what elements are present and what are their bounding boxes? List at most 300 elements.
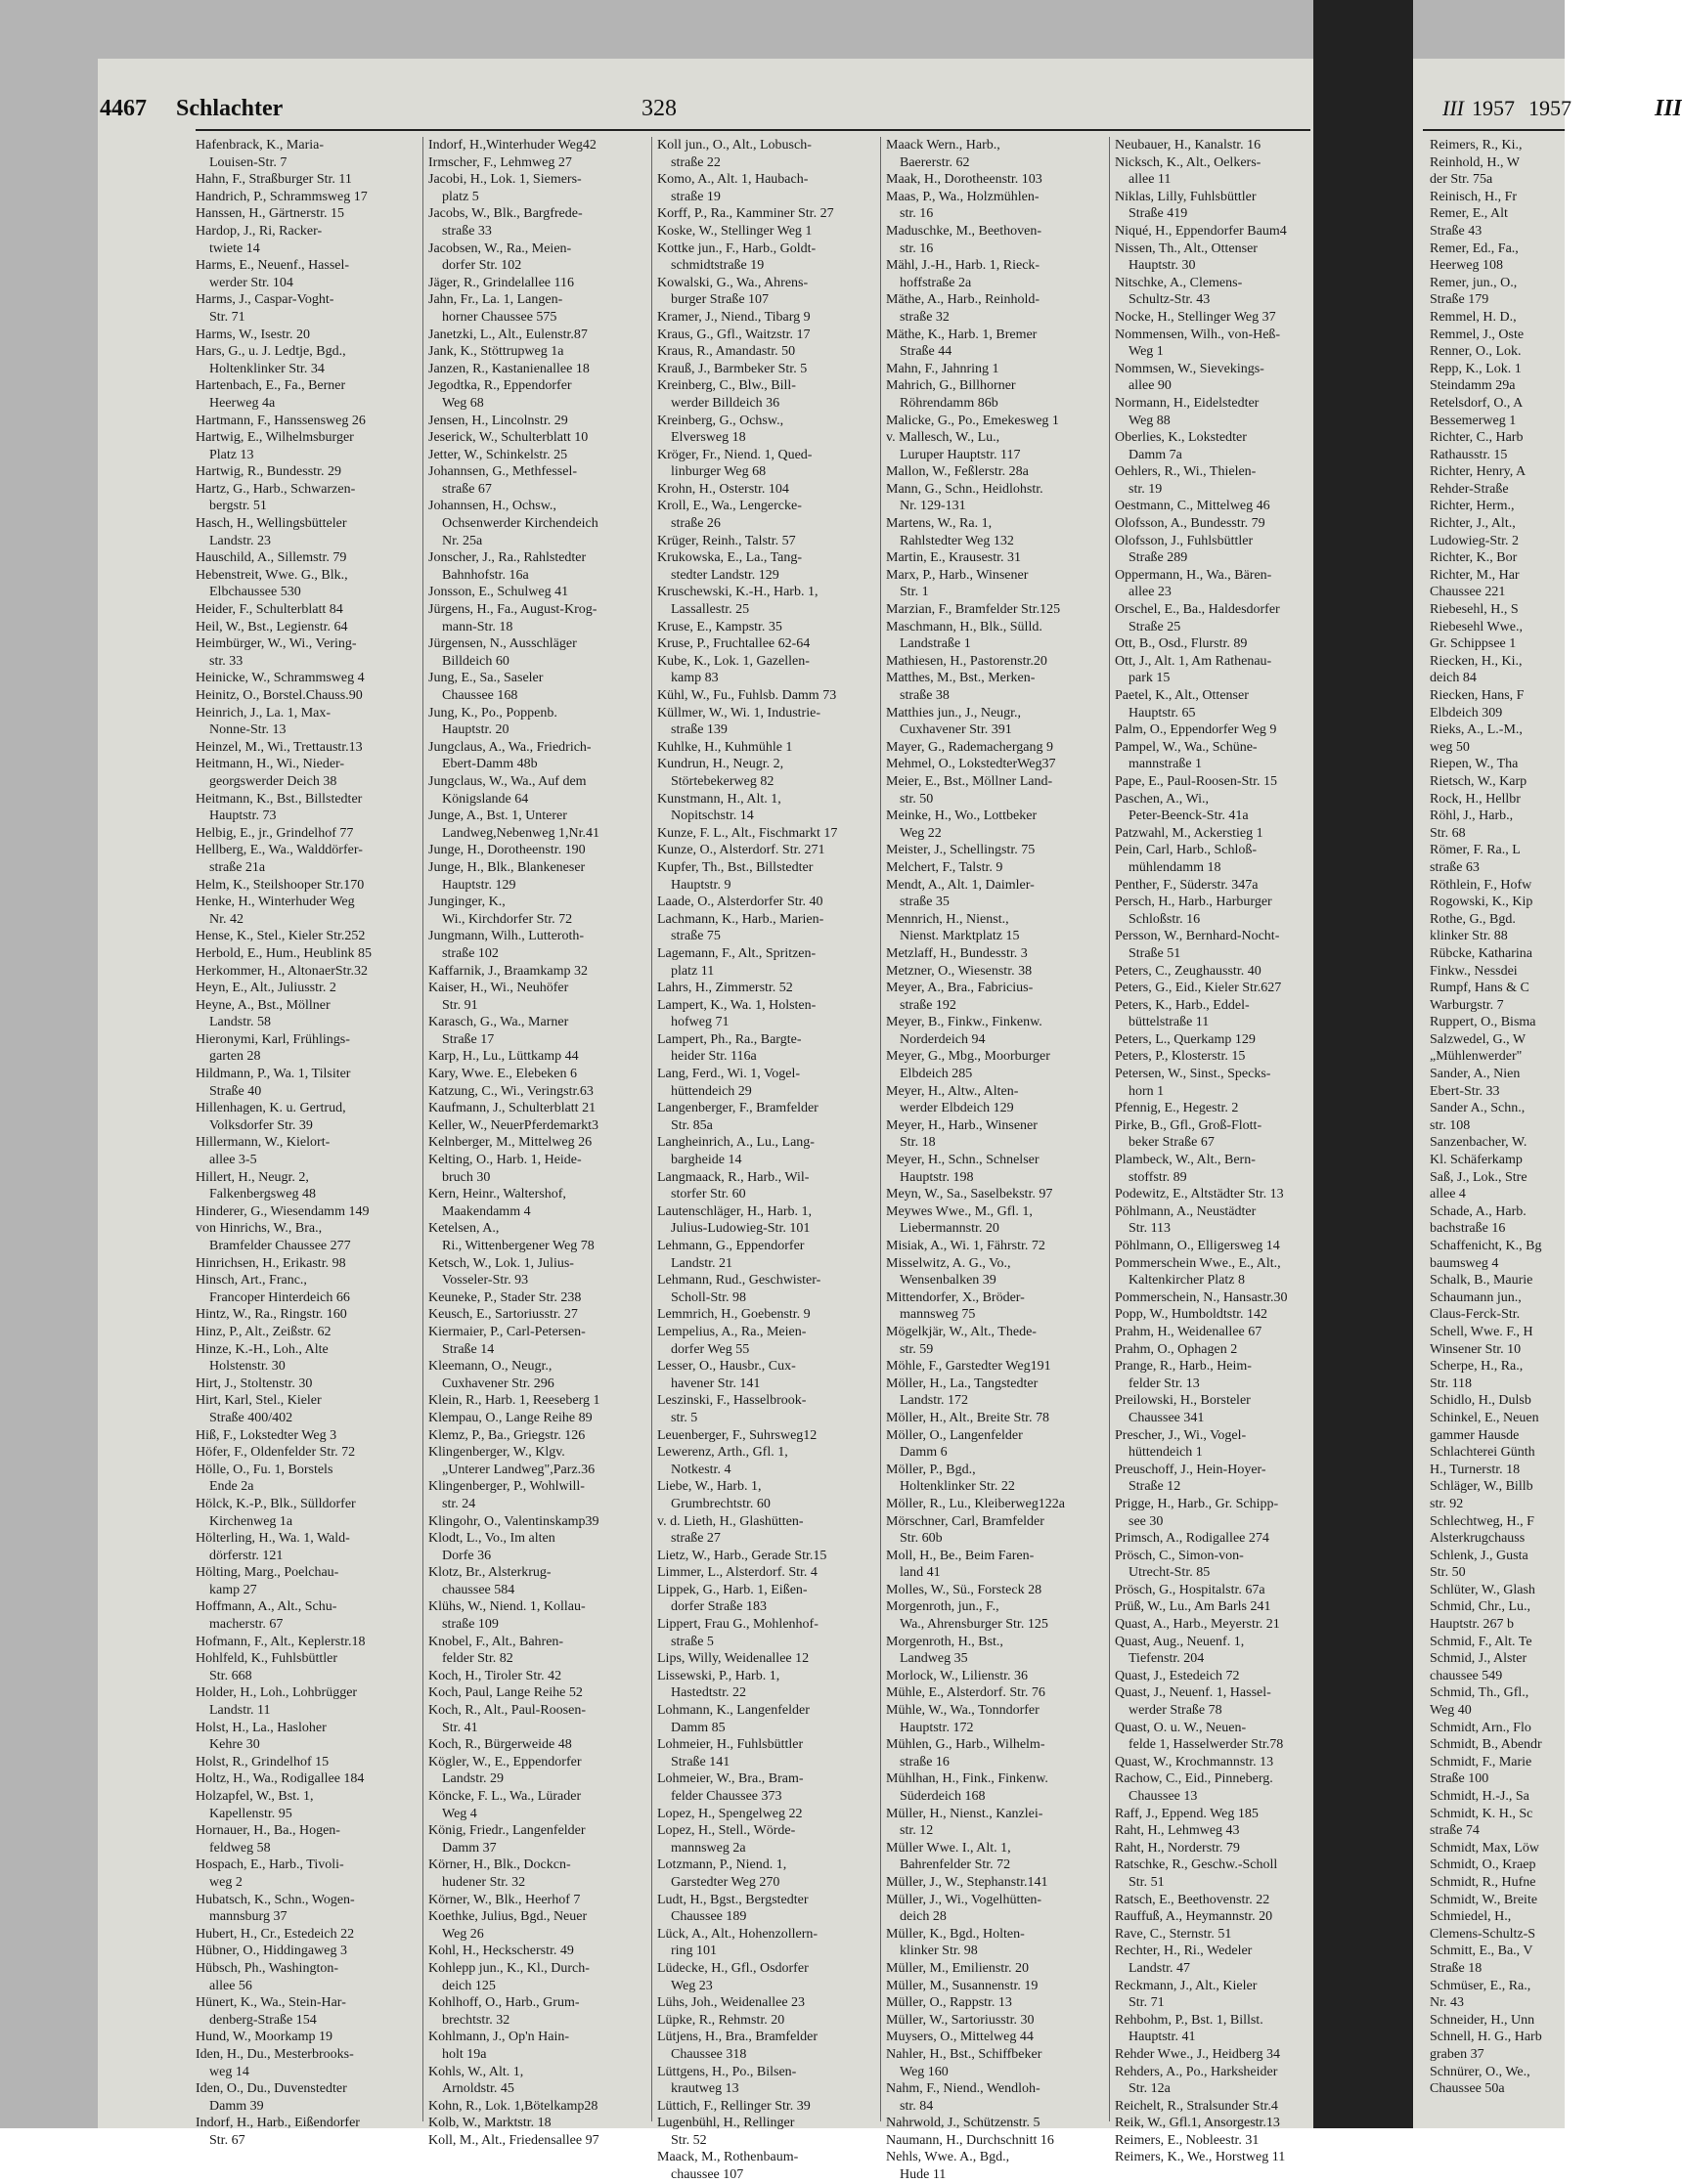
- directory-entry-line: Kögler, W., E., Eppendorfer: [428, 1754, 582, 1769]
- directory-entry-line: Finkw., Nessdei: [1430, 963, 1518, 979]
- directory-entry-line: Oppermann, H., Wa., Bären-: [1115, 567, 1272, 583]
- directory-entry-line: Straße 43: [1430, 223, 1483, 239]
- directory-entry-line: Marzian, F., Bramfelder Str.125: [886, 602, 1061, 618]
- directory-entry-line: Gr. Schippsee 1: [1430, 636, 1517, 652]
- directory-entry-line: Ott, J., Alt. 1, Am Rathenau-: [1115, 653, 1272, 669]
- directory-entry-line: Nienst. Marktplatz 15: [900, 929, 1020, 944]
- directory-entry-line: Remer, jun., O.,: [1430, 275, 1518, 290]
- directory-entry-line: Lietz, W., Harb., Gerade Str.15: [657, 1548, 827, 1563]
- directory-entry-line: Meyer, G., Mbg., Moorburger: [886, 1049, 1050, 1065]
- directory-entry-line: gammer Hausde: [1430, 1427, 1520, 1443]
- directory-entry-line: Hardop, J., Ri, Racker-: [196, 223, 323, 239]
- directory-entry-line: Jungclaus, A., Wa., Friedrich-: [428, 739, 592, 755]
- directory-entry-line: werder Elbdeich 129: [900, 1101, 1014, 1116]
- directory-entry-line: Müller, J., Wi., Vogelhütten-: [886, 1892, 1042, 1907]
- directory-entry-line: Schlachterei Günth: [1430, 1445, 1535, 1461]
- directory-entry-line: Klein, R., Harb. 1, Reeseberg 1: [428, 1393, 600, 1409]
- directory-entry-line: mannsweg 2a: [671, 1840, 746, 1856]
- directory-entry-line: Kramer, J., Niend., Tibarg 9: [657, 309, 811, 325]
- directory-entry-line: Jung, K., Po., Poppenb.: [428, 705, 557, 721]
- directory-entry-line: Mühle, W., Wa., Tonndorfer: [886, 1703, 1040, 1719]
- directory-entry-line: Mähl, J.-H., Harb. 1, Rieck-: [886, 258, 1040, 274]
- directory-entry-line: Straße 40: [209, 1083, 262, 1099]
- directory-entry-line: Platz 13: [209, 447, 254, 462]
- directory-entry-line: Nahler, H., Bst., Schiffbeker: [886, 2046, 1042, 2062]
- directory-entry-line: Ruppert, O., Bisma: [1430, 1015, 1536, 1030]
- directory-entry-line: hoffstraße 2a: [900, 275, 972, 290]
- directory-entry-line: Moll, H., Be., Beim Faren-: [886, 1548, 1035, 1563]
- directory-entry-line: kamp 83: [671, 671, 719, 686]
- directory-entry-line: Notkestr. 4: [671, 1462, 731, 1477]
- directory-entry-line: bruch 30: [442, 1169, 491, 1185]
- directory-entry-line: Kiermaier, P., Carl-Petersen-: [428, 1324, 586, 1339]
- directory-entry-line: felde 1, Hasselwerder Str.78: [1129, 1737, 1284, 1753]
- directory-entry-line: Metzlaff, H., Bundesstr. 3: [886, 945, 1028, 961]
- directory-entry-line: Junginger, K.,: [428, 895, 506, 910]
- directory-entry-line: Kern, Heinr., Waltershof,: [428, 1187, 566, 1202]
- directory-entry-line: heider Str. 116a: [671, 1049, 757, 1065]
- directory-entry-line: Möller, H., Alt., Breite Str. 78: [886, 1410, 1050, 1425]
- directory-entry-line: beker Straße 67: [1129, 1135, 1215, 1151]
- directory-entry-line: Rehder-Straße: [1430, 481, 1509, 497]
- directory-entry-line: Riecken, Hans, F: [1430, 688, 1525, 703]
- directory-entry-line: Jegodtka, R., Eppendorfer: [428, 378, 572, 394]
- directory-entry-line: Rehbohm, P., Bst. 1, Billst.: [1115, 2012, 1263, 2028]
- directory-entry-line: straße 33: [442, 223, 492, 239]
- directory-entry-line: Str. 41: [442, 1720, 478, 1735]
- directory-entry-line: Mühle, E., Alsterdorf. Str. 76: [886, 1685, 1045, 1701]
- directory-entry-line: chaussee 584: [442, 1582, 515, 1597]
- directory-entry-line: Kruse, P., Fruchtallee 62-64: [657, 636, 811, 652]
- directory-column-4: [886, 137, 1103, 2183]
- directory-entry-line: Röhrendamm 86b: [900, 395, 998, 411]
- directory-entry-line: Kleemann, O., Neugr.,: [428, 1359, 553, 1375]
- directory-entry-line: Hofmann, F., Alt., Keplerstr.18: [196, 1634, 366, 1649]
- directory-entry-line: Schmitt, E., Ba., V: [1430, 1944, 1533, 1959]
- directory-entry-line: Karasch, G., Wa., Marner: [428, 1015, 569, 1030]
- directory-entry-line: Holst, R., Grindelhof 15: [196, 1754, 330, 1769]
- directory-entry-line: Laade, O., Alsterdorfer Str. 40: [657, 895, 823, 910]
- directory-entry-line: Str. 52: [671, 2132, 707, 2148]
- directory-entry-line: Hauptstr. 129: [442, 877, 516, 893]
- directory-entry-line: schmidtstraße 19: [671, 258, 765, 274]
- directory-entry-line: Schlenk, J., Gusta: [1430, 1548, 1528, 1563]
- directory-entry-line: Heider, F., Schulterblatt 84: [196, 602, 343, 618]
- directory-entry-line: Str. 85a: [671, 1117, 713, 1133]
- directory-entry-line: Rumpf, Hans & C: [1430, 981, 1529, 996]
- directory-entry-line: Jacobs, W., Blk., Bargfrede-: [428, 206, 583, 222]
- directory-entry-line: mannstraße 1: [1129, 757, 1203, 772]
- directory-entry-line: Pöhlmann, A., Neustädter: [1115, 1203, 1257, 1219]
- directory-entry-line: Krukowska, E., La., Tang-: [657, 550, 803, 566]
- directory-entry-line: twiete 14: [209, 240, 260, 256]
- directory-entry-line: Nr. 25a: [442, 533, 483, 548]
- directory-entry-line: Koske, W., Stellinger Weg 1: [657, 223, 813, 239]
- directory-entry-line: Holtenklinker Str. 22: [900, 1479, 1015, 1495]
- directory-entry-line: Martin, E., Krausestr. 31: [886, 550, 1022, 566]
- directory-entry-line: str. 108: [1430, 1117, 1471, 1133]
- directory-entry-line: Komo, A., Alt. 1, Haubach-: [657, 172, 809, 188]
- directory-entry-line: Nr. 129-131: [900, 499, 966, 514]
- directory-entry-line: Nitschke, A., Clemens-: [1115, 275, 1243, 290]
- directory-entry-line: Ketelsen, A.,: [428, 1221, 500, 1237]
- directory-entry-line: Hauptstr. 267 b: [1430, 1617, 1514, 1633]
- directory-entry-line: Schmidt, O., Kraep: [1430, 1857, 1536, 1873]
- directory-entry-line: H., Turnerstr. 18: [1430, 1462, 1521, 1477]
- directory-entry-line: Oestmann, C., Mittelweg 46: [1115, 499, 1270, 514]
- directory-entry-line: Baererstr. 62: [900, 154, 970, 170]
- directory-entry-line: str. 84: [900, 2098, 934, 2114]
- directory-entry-line: Schneider, H., Unn: [1430, 2012, 1535, 2028]
- directory-entry-line: Lippert, Frau G., Mohlenhof-: [657, 1617, 819, 1633]
- directory-entry-line: Johannsen, G., Methfessel-: [428, 464, 578, 480]
- directory-entry-line: Lehmann, Rud., Geschwister-: [657, 1273, 821, 1289]
- header-rule: [196, 129, 1310, 131]
- directory-entry-line: Hastedtstr. 22: [671, 1685, 746, 1701]
- directory-entry-line: Hinz, P., Alt., Zeißstr. 62: [196, 1324, 332, 1339]
- directory-entry-line: Wensenbalken 39: [900, 1273, 996, 1289]
- directory-entry-line: Paetel, K., Alt., Ottenser: [1115, 688, 1249, 703]
- directory-entry-line: Maschmann, H., Blk., Sülld.: [886, 619, 1042, 634]
- directory-entry-line: Liebe, W., Harb. 1,: [657, 1479, 762, 1495]
- directory-entry-line: Lesser, O., Hausbr., Cux-: [657, 1359, 796, 1375]
- directory-entry-line: Maak, H., Dorotheenstr. 103: [886, 172, 1042, 188]
- directory-entry-line: Weg 23: [671, 1978, 713, 1993]
- directory-entry-line: Römer, F. Ra., L: [1430, 843, 1521, 858]
- directory-entry-line: Pirke, B., Gfl., Groß-Flott-: [1115, 1117, 1262, 1133]
- directory-entry-line: Kundrun, H., Neugr. 2,: [657, 757, 784, 772]
- directory-entry-line: mannsweg 75: [900, 1307, 976, 1323]
- directory-entry-line: mann-Str. 18: [442, 619, 513, 634]
- directory-entry-line: Bahnhofstr. 16a: [442, 567, 529, 583]
- directory-entry-line: Str. 18: [900, 1135, 936, 1151]
- directory-entry-line: allee 4: [1430, 1187, 1466, 1202]
- directory-entry-line: bachstraße 16: [1430, 1221, 1506, 1237]
- directory-entry-line: von Hinrichs, W., Bra.,: [196, 1221, 323, 1237]
- directory-entry-line: Louisen-Str. 7: [209, 154, 288, 170]
- directory-entry-line: baumsweg 4: [1430, 1255, 1499, 1271]
- directory-entry-line: allee 11: [1129, 172, 1172, 188]
- directory-entry-line: Nahm, F., Niend., Wendloh-: [886, 2081, 1040, 2097]
- directory-entry-line: dörferstr. 121: [209, 1548, 284, 1563]
- directory-entry-line: „Mühlenwerder": [1430, 1049, 1523, 1065]
- directory-entry-line: Schmid, Th., Gfl.,: [1430, 1685, 1529, 1701]
- directory-entry-line: Schidlo, H., Dulsb: [1430, 1393, 1531, 1409]
- directory-entry-line: Holtenklinker Str. 34: [209, 361, 325, 376]
- directory-entry-line: Mennrich, H., Nienst.,: [886, 911, 1009, 927]
- directory-entry-line: Lohmeier, W., Bra., Bram-: [657, 1771, 804, 1787]
- directory-entry-line: Lück, A., Alt., Hohenzollern-: [657, 1926, 819, 1942]
- directory-entry-line: Meister, J., Schellingstr. 75: [886, 843, 1036, 858]
- directory-entry-line: Koch, Paul, Lange Reihe 52: [428, 1685, 583, 1701]
- directory-entry-line: Riepen, W., Tha: [1430, 757, 1519, 772]
- directory-entry-line: Reinhold, H., W: [1430, 154, 1520, 170]
- column-divider: [651, 137, 652, 2121]
- directory-entry-line: weg 2: [209, 1874, 243, 1890]
- directory-entry-line: straße 19: [671, 189, 721, 204]
- directory-entry-line: straße 26: [671, 516, 721, 532]
- directory-entry-line: Weg 22: [900, 825, 942, 841]
- directory-entry-line: hudener Str. 32: [442, 1874, 526, 1890]
- directory-entry-line: Kunstmann, H., Alt. 1,: [657, 791, 781, 807]
- directory-entry-line: Koch, R., Bürgerweide 48: [428, 1737, 572, 1753]
- directory-entry-line: Jensen, H., Lincolnstr. 29: [428, 413, 568, 428]
- directory-entry-line: Kohl, H., Heckscherstr. 49: [428, 1944, 574, 1959]
- directory-entry-line: Lopez, H., Stell., Wörde-: [657, 1823, 796, 1839]
- directory-entry-line: Rock, H., Hellbr: [1430, 791, 1521, 807]
- directory-entry-line: Richter, C., Harb: [1430, 430, 1524, 446]
- directory-entry-line: Rathausstr. 15: [1430, 447, 1508, 462]
- directory-entry-line: Podewitz, E., Altstädter Str. 13: [1115, 1187, 1284, 1202]
- directory-entry-line: Prahm, H., Weidenallee 67: [1115, 1324, 1262, 1339]
- directory-entry-line: Hude 11: [900, 2167, 947, 2183]
- directory-entry-line: Elbdeich 285: [900, 1067, 973, 1082]
- directory-entry-line: Klodt, L., Vo., Im alten: [428, 1531, 555, 1547]
- directory-entry-line: Cuxhavener Str. 296: [442, 1376, 554, 1391]
- directory-entry-line: Ebert-Str. 33: [1430, 1083, 1500, 1099]
- directory-entry-line: straße 22: [671, 154, 721, 170]
- directory-entry-line: Meinke, H., Wo., Lottbeker: [886, 808, 1038, 824]
- directory-entry-line: Lohmeier, H., Fuhlsbüttler: [657, 1737, 804, 1753]
- directory-entry-line: Hillert, H., Neugr. 2,: [196, 1169, 309, 1185]
- directory-entry-line: Chaussee 341: [1129, 1410, 1205, 1425]
- directory-column-1: [196, 137, 417, 2148]
- directory-entry-line: Junge, A., Bst. 1, Unterer: [428, 808, 567, 824]
- directory-entry-line: Kunze, O., Alsterdorf. Str. 271: [657, 843, 825, 858]
- directory-entry-line: Reinisch, H., Fr: [1430, 189, 1518, 204]
- directory-entry-line: Morgenroth, H., Bst.,: [886, 1634, 1003, 1649]
- directory-entry-line: Hund, W., Moorkamp 19: [196, 2030, 332, 2045]
- directory-entry-line: str. 12: [900, 1823, 934, 1839]
- directory-entry-line: Jonscher, J., Ra., Rahlstedter: [428, 550, 587, 566]
- directory-entry-line: straße 5: [671, 1634, 714, 1649]
- directory-entry-line: Hauptstr. 172: [900, 1720, 974, 1735]
- directory-entry-line: Kl. Schäferkamp: [1430, 1153, 1523, 1168]
- directory-entry-line: Hiß, F., Lokstedter Weg 3: [196, 1427, 337, 1443]
- directory-entry-line: Jürgens, H., Fa., August-Krog-: [428, 602, 598, 618]
- directory-entry-line: Heitmann, H., Wi., Nieder-: [196, 757, 345, 772]
- directory-entry-line: str. 5: [671, 1410, 698, 1425]
- directory-entry-line: Jungmann, Wilh., Lutteroth-: [428, 929, 584, 944]
- page-number: 328: [642, 96, 677, 121]
- directory-entry-line: Schaffenicht, K., Bg: [1430, 1239, 1542, 1253]
- directory-entry-line: Jungclaus, W., Wa., Auf dem: [428, 773, 587, 789]
- directory-entry-line: Metzner, O., Wiesenstr. 38: [886, 963, 1033, 979]
- directory-entry-line: Melchert, F., Talstr. 9: [886, 859, 1003, 875]
- directory-entry-line: Kaltenkircher Platz 8: [1129, 1273, 1245, 1289]
- directory-entry-line: Liebermannstr. 20: [900, 1221, 999, 1237]
- directory-entry-line: Ludowieg-Str. 2: [1430, 533, 1519, 548]
- directory-entry-line: Hauptstr. 198: [900, 1169, 974, 1185]
- directory-entry-line: Hölting, Marg., Poelchau-: [196, 1565, 339, 1581]
- directory-entry-line: v. Mallesch, W., Lu.,: [886, 430, 1000, 446]
- directory-entry-line: Ende 2a: [209, 1479, 254, 1495]
- directory-entry-line: Hauptstr. 73: [209, 808, 277, 824]
- directory-entry-line: Marx, P., Harb., Winsener: [886, 567, 1029, 583]
- directory-entry-line: Morlock, W., Lilienstr. 36: [886, 1668, 1029, 1683]
- directory-entry-line: Leuenberger, F., Suhrsweg12: [657, 1427, 818, 1443]
- directory-entry-line: horn 1: [1129, 1083, 1165, 1099]
- directory-entry-line: Rübcke, Katharina: [1430, 945, 1532, 961]
- directory-entry-line: Damm 85: [671, 1720, 726, 1735]
- directory-entry-line: Köncke, F. L., Wa., Lürader: [428, 1789, 582, 1804]
- directory-entry-line: Holst, H., La., Hasloher: [196, 1720, 327, 1735]
- directory-entry-line: klinker Str. 98: [900, 1944, 978, 1959]
- directory-entry-line: Hubert, H., Cr., Estedeich 22: [196, 1926, 355, 1942]
- directory-entry-line: Körner, H., Blk., Dockcn-: [428, 1857, 571, 1873]
- directory-entry-line: Straße 419: [1129, 206, 1188, 222]
- directory-entry-line: Heinzel, M., Wi., Trettaustr.13: [196, 739, 363, 755]
- directory-entry-line: Matthes, M., Bst., Merken-: [886, 671, 1036, 686]
- directory-entry-line: Hartenbach, E., Fa., Berner: [196, 378, 346, 394]
- directory-entry-line: Hieronymi, Karl, Frühlings-: [196, 1031, 350, 1047]
- directory-entry-line: Olofsson, A., Bundesstr. 79: [1115, 516, 1265, 532]
- volume-roman: III: [1655, 96, 1682, 121]
- directory-entry-line: Straße 141: [671, 1754, 730, 1769]
- directory-entry-line: Hinrichsen, H., Erikastr. 98: [196, 1255, 346, 1271]
- directory-entry-line: str. 19: [1129, 481, 1163, 497]
- directory-entry-line: Olofsson, J., Fuhlsbüttler: [1115, 533, 1254, 548]
- directory-entry-line: Riebesehl Wwe.,: [1430, 619, 1523, 634]
- directory-entry-line: Damm 37: [442, 1840, 497, 1856]
- directory-entry-line: felder Chaussee 373: [671, 1789, 782, 1804]
- directory-entry-line: Nr. 42: [209, 911, 243, 927]
- directory-entry-line: Straße 400/402: [209, 1410, 293, 1425]
- directory-entry-line: Sanzenbacher, W.: [1430, 1135, 1527, 1151]
- directory-entry-line: Süderdeich 168: [900, 1789, 986, 1804]
- directory-entry-line: Richter, J., Alt.,: [1430, 516, 1516, 532]
- directory-entry-line: Hellberg, E., Wa., Walddörfer-: [196, 843, 363, 858]
- directory-entry-line: Maakendamm 4: [442, 1203, 531, 1219]
- directory-entry-line: Peter-Beenck-Str. 41a: [1129, 808, 1249, 824]
- directory-entry-line: Lüttich, F., Rellinger Str. 39: [657, 2098, 811, 2114]
- directory-entry-line: werder Straße 78: [1129, 1703, 1222, 1719]
- directory-entry-line: Landstr. 23: [209, 533, 271, 548]
- directory-entry-line: Rechter, H., Ri., Wedeler: [1115, 1944, 1253, 1959]
- directory-entry-line: Jahn, Fr., La. 1, Langen-: [428, 292, 563, 308]
- directory-entry-line: Lang, Ferd., Wi. 1, Vogel-: [657, 1067, 801, 1082]
- directory-entry-line: allee 3-5: [209, 1153, 257, 1168]
- directory-entry-line: platz 5: [442, 189, 479, 204]
- next-page-column: [1430, 137, 1565, 2121]
- directory-entry-line: Lühs, Joh., Weidenallee 23: [657, 1995, 806, 2011]
- directory-entry-line: Ratsch, E., Beethovenstr. 22: [1115, 1892, 1270, 1907]
- directory-entry-line: Kohlhoff, O., Harb., Grum-: [428, 1995, 580, 2011]
- directory-entry-line: Kaffarnik, J., Braamkamp 32: [428, 963, 589, 979]
- directory-entry-line: Persch, H., Harb., Harburger: [1115, 895, 1272, 910]
- directory-entry-line: Möller, P., Bgd.,: [886, 1462, 976, 1477]
- directory-entry-line: Hinze, K.-H., Loh., Alte: [196, 1341, 329, 1357]
- directory-entry-line: mannsburg 37: [209, 1909, 288, 1925]
- directory-entry-line: straße 35: [900, 895, 950, 910]
- directory-entry-line: Keusch, E., Sartoriusstr. 27: [428, 1307, 578, 1323]
- directory-entry-line: Schlüter, W., Glash: [1430, 1582, 1535, 1597]
- directory-entry-line: straße 109: [442, 1617, 499, 1633]
- directory-entry-line: krautweg 13: [671, 2081, 739, 2097]
- directory-entry-line: Richter, Henry, A: [1430, 464, 1527, 480]
- directory-entry-line: Julius-Ludowieg-Str. 101: [671, 1221, 811, 1237]
- directory-entry-line: Morgenroth, jun., F.,: [886, 1599, 999, 1615]
- directory-entry-line: Grumbrechtstr. 60: [671, 1496, 771, 1511]
- directory-entry-line: Möhle, F., Garstedter Weg191: [886, 1359, 1051, 1375]
- directory-entry-line: Rehder Wwe., J., Heidberg 34: [1115, 2046, 1280, 2062]
- directory-entry-line: Meyn, W., Sa., Saselbekstr. 97: [886, 1187, 1053, 1202]
- directory-entry-line: Meyer, A., Bra., Fabricius-: [886, 981, 1034, 996]
- directory-entry-line: Lampert, Ph., Ra., Bargte-: [657, 1031, 802, 1047]
- directory-entry-line: Damm 6: [900, 1445, 948, 1461]
- directory-entry-line: Junge, H., Dorotheenstr. 190: [428, 843, 586, 858]
- directory-entry-line: Prescher, J., Wi., Vogel-: [1115, 1427, 1247, 1443]
- directory-entry-line: straße 139: [671, 722, 728, 738]
- directory-entry-line: Müller Wwe. I., Alt. 1,: [886, 1840, 1011, 1856]
- directory-entry-line: Koll jun., O., Alt., Lobusch-: [657, 138, 812, 153]
- year-label: 1957: [1528, 96, 1571, 120]
- directory-entry-line: Hirt, Karl, Stel., Kieler: [196, 1393, 322, 1409]
- directory-entry-line: Schnürer, O., We.,: [1430, 2064, 1530, 2079]
- directory-entry-line: Küllmer, W., Wi. 1, Industrie-: [657, 705, 820, 721]
- directory-entry-line: Korff, P., Ra., Kamminer Str. 27: [657, 206, 834, 222]
- directory-entry-line: Johannsen, H., Ochsw.,: [428, 499, 556, 514]
- directory-entry-line: Riecken, H., Ki.,: [1430, 653, 1523, 669]
- directory-entry-line: Lewerenz, Arth., Gfl. 1,: [657, 1445, 788, 1461]
- directory-entry-line: Steindamm 29a: [1430, 378, 1516, 394]
- directory-entry-line: Iden, H., Du., Mesterbrooks-: [196, 2046, 354, 2062]
- directory-entry-line: Pommerschein, N., Hansastr.30: [1115, 1289, 1288, 1305]
- directory-entry-line: Hillenhagen, K. u. Gertrud,: [196, 1101, 346, 1116]
- directory-entry-line: Lassallestr. 25: [671, 602, 750, 618]
- directory-entry-line: stedter Landstr. 129: [671, 567, 779, 583]
- directory-entry-line: Klühs, W., Niend. 1, Kollau-: [428, 1599, 586, 1615]
- directory-entry-line: deich 84: [1430, 671, 1477, 686]
- directory-entry-line: Mendt, A., Alt. 1, Daimler-: [886, 877, 1035, 893]
- directory-entry-line: land 41: [900, 1565, 941, 1581]
- directory-entry-line: Schloßstr. 16: [1129, 911, 1201, 927]
- directory-entry-line: str. 16: [900, 206, 934, 222]
- directory-entry-line: Hübsch, Ph., Washington-: [196, 1960, 339, 1976]
- directory-entry-line: str. 24: [442, 1496, 476, 1511]
- directory-entry-line: Keller, W., NeuerPferdemarkt3: [428, 1117, 598, 1133]
- directory-entry-line: Schmid, Chr., Lu.,: [1430, 1599, 1531, 1615]
- directory-entry-line: Kowalski, G., Wa., Ahrens-: [657, 275, 809, 290]
- directory-entry-line: Claus-Ferck-Str.: [1430, 1307, 1521, 1323]
- directory-entry-line: Jetter, W., Schinkelstr. 25: [428, 447, 568, 462]
- directory-entry-line: Harms, E., Neuenf., Hassel-: [196, 258, 350, 274]
- directory-entry-line: Str. 68: [1430, 825, 1466, 841]
- directory-entry-line: Lips, Willy, Weidenallee 12: [657, 1651, 810, 1667]
- directory-entry-line: Quast, Aug., Neuenf. 1,: [1115, 1634, 1245, 1649]
- directory-entry-line: Hölterling, H., Wa. 1, Wald-: [196, 1531, 350, 1547]
- directory-entry-line: Meyer, B., Finkw., Finkenw.: [886, 1015, 1042, 1030]
- directory-entry-line: Hubatsch, K., Schn., Wogen-: [196, 1892, 355, 1907]
- directory-entry-line: straße 74: [1430, 1823, 1480, 1839]
- directory-entry-line: Tiefenstr. 204: [1129, 1651, 1205, 1667]
- directory-entry-line: Kupfer, Th., Bst., Billstedter: [657, 859, 814, 875]
- directory-entry-line: Straße 51: [1129, 945, 1181, 961]
- directory-entry-line: Kelting, O., Harb. 1, Heide-: [428, 1153, 582, 1168]
- directory-entry-line: Naumann, H., Durchschnitt 16: [886, 2132, 1054, 2148]
- directory-entry-line: chaussee 549: [1430, 1668, 1503, 1683]
- directory-entry-line: straße 67: [442, 481, 492, 497]
- directory-entry-line: Kraus, R., Amandastr. 50: [657, 344, 796, 360]
- directory-entry-line: Primsch, A., Rodigallee 274: [1115, 1531, 1269, 1547]
- directory-entry-line: Maack Wern., Harb.,: [886, 138, 1000, 153]
- directory-entry-line: Müller, M., Susannenstr. 19: [886, 1978, 1039, 1993]
- directory-entry-line: Kruschewski, K.-H., Harb. 1,: [657, 585, 819, 600]
- directory-entry-line: Nehls, Wwe. A., Bgd.,: [886, 2150, 1010, 2165]
- directory-entry-line: Str. 51: [1129, 1874, 1165, 1890]
- directory-entry-line: Ochsenwerder Kirchendeich: [442, 516, 598, 532]
- directory-entry-line: Heimbürger, W., Wi., Vering-: [196, 636, 357, 652]
